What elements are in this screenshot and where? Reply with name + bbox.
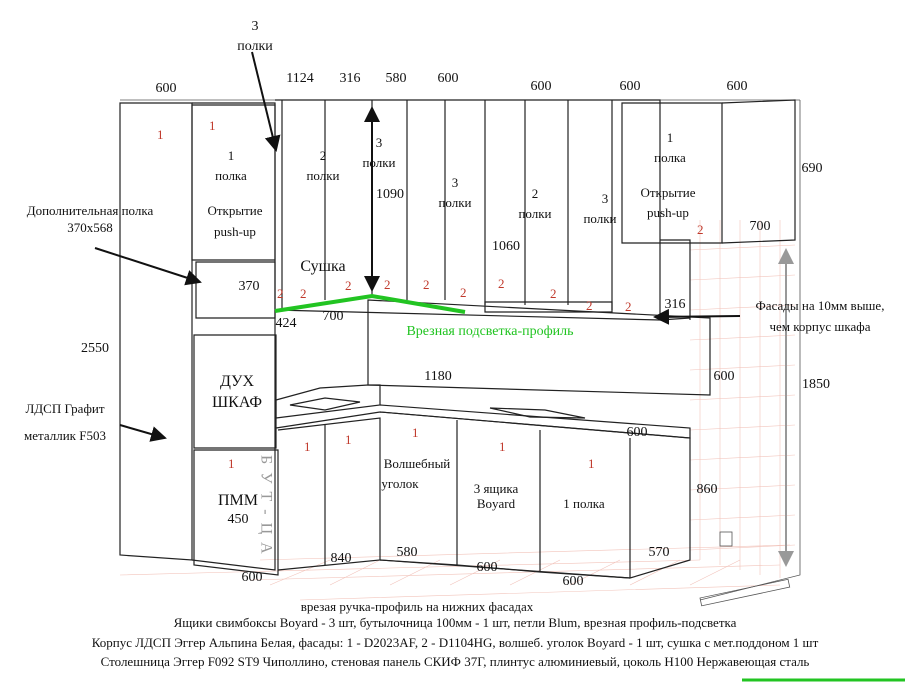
- marker: 2: [550, 286, 557, 301]
- marker: 2: [423, 277, 430, 292]
- magic-corner-line1: Волшебный: [383, 456, 451, 471]
- tall-pushup-line2: push-up: [214, 224, 256, 239]
- dim-top-600-a: 600: [155, 81, 177, 96]
- lower-one-shelf: 1 полка: [563, 496, 605, 511]
- material-note-line2: металлик F503: [24, 428, 106, 443]
- marker: 2: [300, 286, 307, 301]
- dim-600-counter: 600: [626, 425, 648, 440]
- tall-shelf-word: полка: [215, 168, 247, 183]
- dim-570: 570: [648, 545, 670, 560]
- marker: 2: [460, 285, 467, 300]
- dim-top-600-e: 600: [726, 79, 748, 94]
- dim-1180: 1180: [424, 369, 452, 384]
- dim-690: 690: [801, 161, 823, 176]
- marker: 2: [277, 286, 284, 301]
- upper-e-shelf-word: полки: [583, 211, 617, 226]
- marker: 2: [345, 278, 352, 293]
- corner-shelf-word: полка: [654, 150, 686, 165]
- caption-line-3: Корпус ЛДСП Эггер Альпина Белая, фасады: 1 - D2023AF, 2 - D1104HG, волшеб. уголок Boyard - 1 шт, сушка с мет.поддоном 1 шт: [91, 635, 819, 650]
- oven-label-line2: ШКАФ: [212, 394, 262, 411]
- dim-600-bottom-right: 600: [562, 574, 584, 589]
- dim-top-1124: 1124: [286, 71, 314, 86]
- dim-2550: 2550: [81, 341, 109, 356]
- marker: 1: [499, 439, 506, 454]
- tall-shelf-count: 1: [227, 148, 235, 163]
- upper-a-shelf-count: 2: [319, 148, 327, 163]
- marker: 2: [586, 298, 593, 313]
- dim-316: 316: [664, 297, 686, 312]
- upper-d-shelf-word: полки: [518, 206, 552, 221]
- marker: 2: [384, 277, 391, 292]
- dim-370: 370: [238, 279, 260, 294]
- corner-pushup-line1: Открытие: [640, 185, 696, 200]
- upper-b-shelf-count: 3: [375, 135, 383, 150]
- caption-line-4: Столешница Эггер F092 ST9 Чиполлино, стеновая панель СКИФ 37Г, плинтус алюминиевый, цоколь Н100 Нержавеющая сталь: [100, 654, 810, 669]
- upper-b-shelf-word: полки: [362, 155, 396, 170]
- drawers-line2: Boyard: [476, 496, 516, 511]
- upper-c-shelf-word: полки: [438, 195, 472, 210]
- dim-600-bottom-left: 600: [241, 570, 263, 585]
- extra-shelf-note-line2: 370x568: [67, 220, 113, 235]
- upper-a-shelf-word: полки: [306, 168, 340, 183]
- upper-d-shelf-count: 2: [531, 186, 539, 201]
- marker: 1: [209, 118, 216, 133]
- dim-1090: 1090: [376, 187, 404, 202]
- oven-label-line1: ДУХ: [220, 373, 254, 390]
- dryer-label: Сушка: [300, 258, 346, 275]
- dim-1850: 1850: [802, 377, 830, 392]
- dim-top-600-b: 600: [437, 71, 459, 86]
- marker: 1: [345, 432, 352, 447]
- caption-line-1: врезая ручка-профиль на нижних фасадах: [300, 599, 534, 614]
- drawers-line1: 3 ящика: [473, 481, 519, 496]
- dim-860: 860: [696, 482, 718, 497]
- bottle-holder-label: Б У Т - Ц А: [257, 455, 275, 556]
- dim-top-600-c: 600: [530, 79, 552, 94]
- dishwasher-label: ПММ: [217, 492, 259, 509]
- marker: 1: [157, 127, 164, 142]
- upper-e-shelf-count: 3: [601, 191, 609, 206]
- top-note-line1: 3: [251, 19, 259, 34]
- dim-700-right: 700: [749, 219, 771, 234]
- dim-600-panel: 600: [713, 369, 735, 384]
- material-note-line1: ЛДСП Графит: [25, 401, 105, 416]
- corner-pushup-line2: push-up: [647, 205, 689, 220]
- marker: 1: [228, 456, 235, 471]
- marker: 1: [304, 439, 311, 454]
- dim-840: 840: [330, 551, 352, 566]
- dim-1060: 1060: [492, 239, 520, 254]
- tall-pushup-line1: Открытие: [207, 203, 263, 218]
- facade-note-line2: чем корпус шкафа: [769, 319, 871, 334]
- marker: 2: [625, 299, 632, 314]
- marker: 1: [588, 456, 595, 471]
- dim-top-316: 316: [339, 71, 361, 86]
- dim-top-600-d: 600: [619, 79, 641, 94]
- marker: 2: [697, 222, 704, 237]
- dim-424: 424: [275, 316, 297, 331]
- corner-shelf-count: 1: [666, 130, 674, 145]
- facade-note-line1: Фасады на 10мм выше,: [755, 298, 885, 313]
- lighting-profile-label: Врезная подсветка-профиль: [406, 324, 574, 339]
- dim-450: 450: [227, 512, 249, 527]
- upper-c-shelf-count: 3: [451, 175, 459, 190]
- marker: 2: [498, 276, 505, 291]
- extra-shelf-note-line1: Дополнительная полка: [26, 203, 154, 218]
- dim-top-580: 580: [385, 71, 407, 86]
- dim-700-mid: 700: [322, 309, 344, 324]
- dim-600-bottom-mid: 600: [476, 560, 498, 575]
- marker: 1: [412, 425, 419, 440]
- caption-line-2: Ящики свимбоксы Boyard - 3 шт, бутылочница 100мм - 1 шт, петли Blum, врезная профиль-подсветка: [173, 615, 737, 630]
- magic-corner-line2: уголок: [381, 476, 419, 491]
- dim-580-bottom: 580: [396, 545, 418, 560]
- top-note-line2: полки: [237, 39, 273, 54]
